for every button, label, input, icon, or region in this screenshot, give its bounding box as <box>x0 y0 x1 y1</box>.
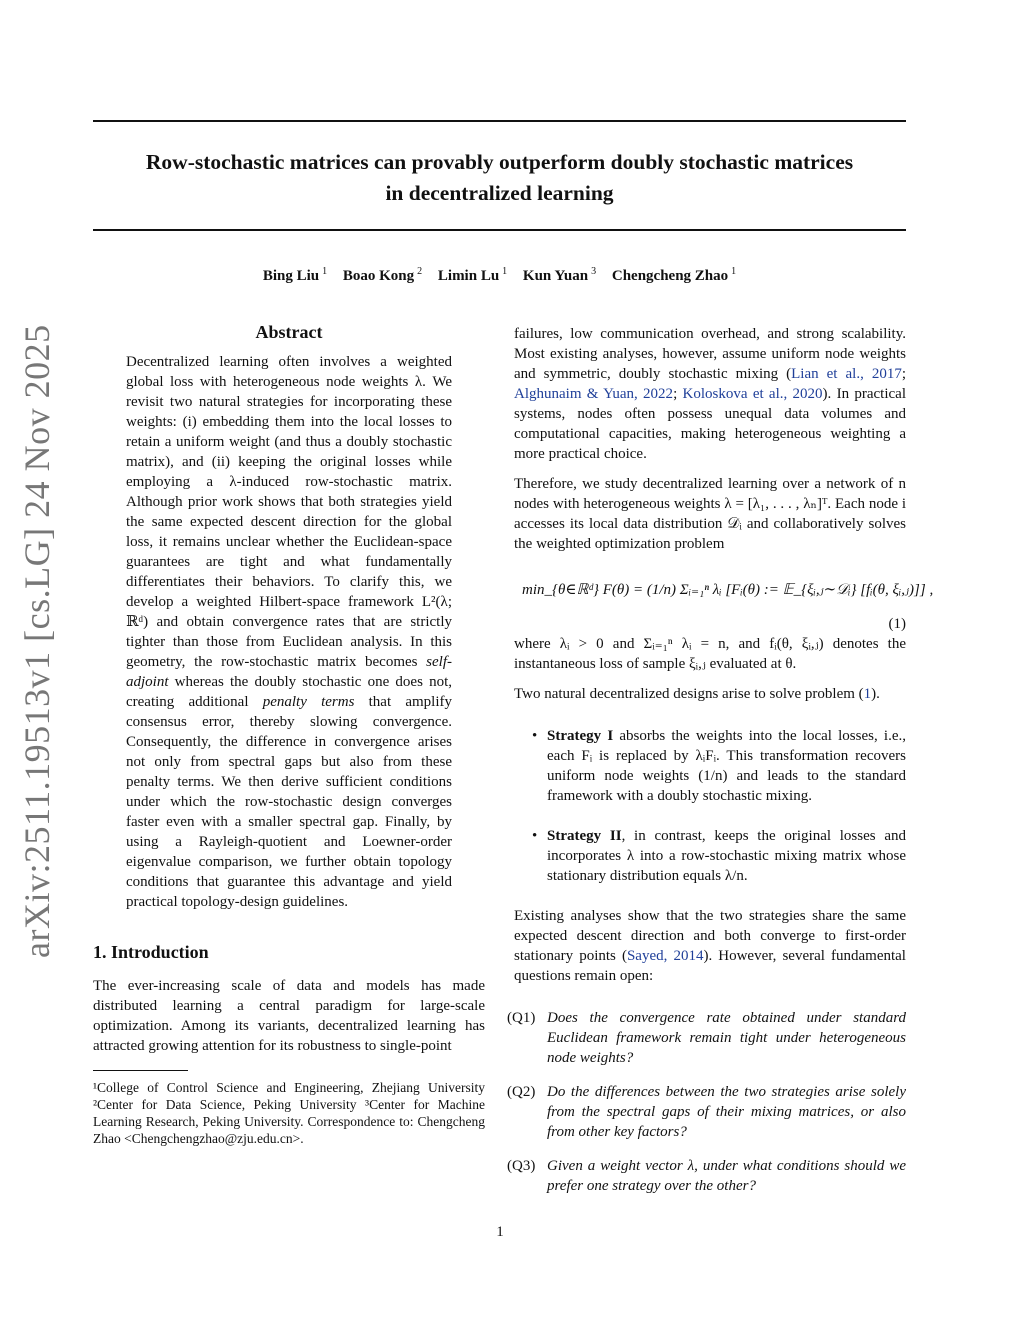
equation-expression: min_{θ∈ℝᵈ} F(θ) = (1/n) Σᵢ₌₁ⁿ λᵢ [Fᵢ(θ) := 𝔼_{ξᵢ,ⱼ∼𝒟ᵢ} [fᵢ(θ, ξᵢ,ⱼ)]] , <box>522 582 934 598</box>
author-affiliation: 1 <box>322 266 328 277</box>
abstract-heading: Abstract <box>255 322 323 342</box>
abstract-emphasis: penalty terms <box>262 694 355 710</box>
citation-link[interactable]: Lian et al., 2017 <box>791 366 902 382</box>
question-text: Given a weight vector λ, under what conditions should we prefer one strategy over the other? <box>547 1158 906 1194</box>
existing-analyses-paragraph <box>514 906 906 986</box>
citation-separator: ; <box>901 366 907 382</box>
strategy-item-2 <box>514 826 906 886</box>
abstract-emphasis: self-adjoint <box>126 654 452 690</box>
paper-title <box>93 147 906 209</box>
introduction-heading: 1. Introduction <box>93 942 209 962</box>
strategy-text: , in contrast, keeps the original losses and incorporates λ into a row-stochastic mixing matrix whose stationary distribution equals λ/n. <box>547 828 906 884</box>
introduction-paragraph: The ever-increasing scale of data and models has made distributed learning a central paradigm for large-scale optimization. Among its variants, decentralized learning has attracted growing attention for its robustness to single-point <box>93 978 485 1054</box>
problem-setup-paragraph: Therefore, we study decentralized learning over a network of n nodes with heterogeneous weights λ = [λ₁, . . . , λₙ]ᵀ. Each node i accesses its local data distribution 𝒟ᵢ and collaboratively solves the weighted optimization problem <box>514 476 906 552</box>
author-name: Chengcheng Zhao <box>611 268 729 284</box>
paragraph-text: Existing analyses show that the two strategies share the same expected descent direction and both converge to first-order stationary points ( <box>514 908 906 964</box>
equation-1 <box>514 572 934 632</box>
paragraph-text: ). <box>871 686 880 702</box>
arxiv-identifier: arXiv:2511.19513v1 [cs.LG] 24 Nov 2025 <box>17 324 57 958</box>
abstract-text-part: whereas the doubly stochastic one does not, creating additional <box>126 674 452 710</box>
abstract-text-part: that amplify consensus error, thereby slowing convergence. Consequently, the difference in convergence arises not only from spectral gaps but also from these penalty terms. We then derive sufficient conditions under which the row-stochastic design converges faster even with a smaller spectral gap. Finally, by using a Rayleigh-quotient and Loewner-order eigenvalue comparison, we further obtain topology conditions that guarantee this advantage and yield practical topology-design guidelines. <box>126 694 452 910</box>
question-label: (Q1) <box>507 1010 536 1026</box>
author-affiliation: 1 <box>502 266 508 277</box>
question-text: Does the convergence rate obtained under standard Euclidean framework remain tight under heterogeneous node weights? <box>547 1010 906 1066</box>
question-text: Do the differences between the two strategies arise solely from the spectral gaps of their mixing matrices, or also from other key factors? <box>547 1084 906 1140</box>
author-4 <box>523 268 596 284</box>
title-rule-bottom <box>93 229 906 231</box>
abstract-text <box>126 352 452 912</box>
author-name: Bing Liu <box>262 268 320 284</box>
title-rule-top <box>93 120 906 122</box>
right-column <box>507 324 934 1210</box>
author-affiliation: 1 <box>731 266 737 277</box>
citation-link[interactable]: Koloskova et al., 2020 <box>682 386 823 402</box>
question-item-3 <box>507 1156 906 1196</box>
equation-reference-link[interactable]: 1 <box>863 686 872 702</box>
author-5 <box>612 268 736 284</box>
author-name: Kun Yuan <box>522 268 589 284</box>
designs-paragraph <box>514 684 906 704</box>
author-1 <box>263 268 327 284</box>
page-number: 1 <box>496 1224 504 1240</box>
title-line-1: Row-stochastic matrices can provably outperform doubly stochastic matrices <box>145 150 854 174</box>
question-item-1 <box>507 1008 906 1068</box>
paragraph-text: ). In practical systems, nodes often possess unequal data volumes and computational capacities, making heterogeneous weighting a more practical choice. <box>514 386 906 462</box>
motivation-paragraph <box>514 324 906 464</box>
author-list <box>93 266 906 285</box>
title-line-2: in decentralized learning <box>385 181 614 205</box>
author-name: Boao Kong <box>342 268 415 284</box>
left-column <box>93 320 485 1147</box>
citation-link[interactable]: Sayed, 2014 <box>626 948 704 964</box>
question-label: (Q2) <box>507 1084 536 1100</box>
strategy-item-1 <box>514 726 906 806</box>
author-3 <box>438 268 507 284</box>
footnote-rule <box>93 1070 188 1071</box>
paragraph-text: ). However, several fundamental questions remain open: <box>514 948 906 984</box>
paragraph-text: Two natural decentralized designs arise to solve problem ( <box>514 686 864 702</box>
question-item-2 <box>507 1082 906 1142</box>
author-affiliation: 2 <box>417 266 423 277</box>
abstract-text-part: Decentralized learning often involves a weighted global loss with heterogeneous node weights λ. We revisit two natural strategies for incorporating these weights: (i) embedding them into the local losses to retain a uniform weight (and thus a doubly stochastic matrix), and (ii) keeping the original losses while employing a λ-induced row-stochastic matrix. Although prior work shows that both strategies yield the same expected descent direction for the global loss, it remains unclear whether the Euclidean-space guarantees are tight and what fundamentally differentiates their behaviors. To clarify this, we develop a weighted Hilbert-space framework L²(λ; ℝᵈ) and obtain convergence rates that are strictly tighter than those from Euclidean analysis. In this geometry, the row-stochastic matrix becomes <box>126 354 452 670</box>
citation-separator: ; <box>673 386 683 402</box>
paragraph-text: failures, low communication overhead, and strong scalability. Most existing analyses, however, assume uniform node weights and symmetric, doubly stochastic mixing ( <box>514 326 906 382</box>
strategy-label: Strategy II <box>547 828 622 844</box>
question-label: (Q3) <box>507 1158 536 1174</box>
strategy-text: absorbs the weights into the local losses, i.e., each Fᵢ is replaced by λᵢFᵢ. This transformation recovers uniform node weights (1/n) and leads to the standard framework with a doubly stochastic mixing. <box>547 728 906 804</box>
strategy-list <box>514 726 906 886</box>
author-2 <box>343 268 422 284</box>
strategy-label: Strategy I <box>547 728 614 744</box>
citation-link[interactable]: Alghunaim & Yuan, 2022 <box>514 386 674 402</box>
author-affiliation: 3 <box>591 266 597 277</box>
author-name: Limin Lu <box>437 268 500 284</box>
affiliation-footnote: ¹College of Control Science and Engineering, Zhejiang University ²Center for Data Science, Peking University ³Center for Machine Learning Research, Peking University. Correspondence to: Chengcheng Zhao <Chengchengzhao@zju.edu.cn>. <box>93 1080 485 1146</box>
equation-number: (1) <box>888 616 906 632</box>
equation-explanation: where λᵢ > 0 and Σᵢ₌₁ⁿ λᵢ = n, and fᵢ(θ, ξᵢ,ⱼ) denotes the instantaneous loss of sample ξᵢ,ⱼ evaluated at θ. <box>514 636 906 672</box>
question-list <box>507 1008 906 1196</box>
